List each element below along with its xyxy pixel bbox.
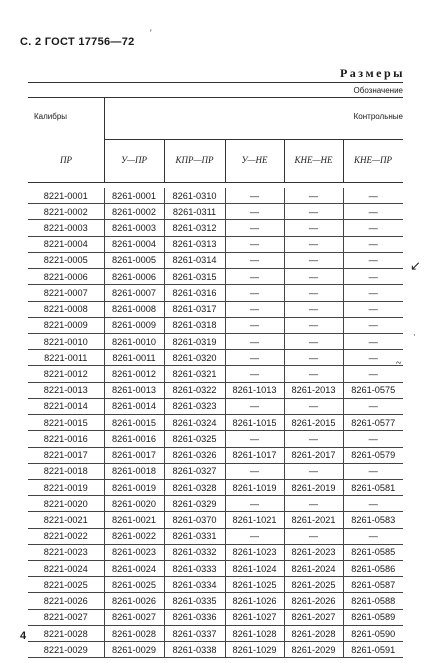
table-cell: — xyxy=(343,285,403,301)
table-cell: 8261-0579 xyxy=(343,447,403,463)
table-cell: 8261-0585 xyxy=(343,544,403,560)
table-cell: — xyxy=(343,366,403,382)
table-cell: — xyxy=(284,285,343,301)
table-cell: 8261-0322 xyxy=(164,382,225,398)
table-cell: — xyxy=(225,528,284,544)
table-cell: — xyxy=(343,398,403,414)
table-cell: 8261-0328 xyxy=(164,479,225,495)
table-row xyxy=(28,366,403,382)
table-cell: 8261-0029 xyxy=(104,642,164,658)
table-cell: 8261-0334 xyxy=(164,577,225,593)
table-cell: 8261-0014 xyxy=(104,398,164,414)
table-cell: 8221-0003 xyxy=(28,220,104,236)
table-cell: 8261-0588 xyxy=(343,593,403,609)
table-row xyxy=(28,269,403,285)
table-row xyxy=(28,463,403,479)
table-cell: 8261-1021 xyxy=(225,512,284,528)
table-cell: 8221-0011 xyxy=(28,350,104,366)
page-number: 4 xyxy=(20,630,27,642)
table-row xyxy=(28,431,403,447)
table-cell: 8221-0022 xyxy=(28,528,104,544)
margin-mark: ~ xyxy=(396,358,402,369)
table-cell: 8221-0025 xyxy=(28,577,104,593)
table-cell: — xyxy=(284,269,343,285)
table-cell: 8261-0006 xyxy=(104,269,164,285)
table-row xyxy=(28,188,403,204)
table-cell: 8261-0321 xyxy=(164,366,225,382)
table-row xyxy=(28,561,403,577)
table-row xyxy=(28,252,403,268)
table-cell: 8261-1017 xyxy=(225,447,284,463)
table-cell: 8261-1019 xyxy=(225,479,284,495)
page-header: С. 2 ГОСТ 17756—72 xyxy=(20,36,135,48)
table-cell: — xyxy=(343,188,403,204)
table-cell: 8261-0026 xyxy=(104,593,164,609)
table-row xyxy=(28,512,403,528)
table-cell: — xyxy=(284,301,343,317)
table-cell: — xyxy=(225,431,284,447)
subheader-rule xyxy=(104,139,403,140)
table-row xyxy=(28,398,403,414)
table-cell: 8261-0020 xyxy=(104,496,164,512)
table-cell: 8221-0017 xyxy=(28,447,104,463)
table-cell: 8261-2015 xyxy=(284,415,343,431)
table-cell: 8261-0323 xyxy=(164,398,225,414)
table-cell: 8261-0011 xyxy=(104,350,164,366)
table-cell: 8221-0026 xyxy=(28,593,104,609)
table-cell: 8221-0005 xyxy=(28,252,104,268)
table-cell: 8261-0024 xyxy=(104,561,164,577)
table-cell: 8261-0324 xyxy=(164,415,225,431)
table-cell: 8261-1028 xyxy=(225,625,284,641)
table-cell: 8261-1024 xyxy=(225,561,284,577)
table-cell: 8261-0331 xyxy=(164,528,225,544)
table-cell: 8261-0577 xyxy=(343,415,403,431)
table-cell: — xyxy=(343,301,403,317)
table-cell: 8221-0015 xyxy=(28,415,104,431)
table-cell: 8261-2021 xyxy=(284,512,343,528)
table-row xyxy=(28,220,403,236)
table-cell: 8261-0320 xyxy=(164,350,225,366)
table-cell: 8261-0008 xyxy=(104,301,164,317)
table-cell: 8261-0333 xyxy=(164,561,225,577)
table-cell: 8261-2027 xyxy=(284,609,343,625)
table-cell: — xyxy=(284,236,343,252)
table-cell: 8261-0002 xyxy=(104,204,164,220)
table-cell: — xyxy=(225,333,284,349)
column-header-kne-ne: КНЕ—НЕ xyxy=(294,155,333,165)
table-row xyxy=(28,609,403,625)
table-cell: — xyxy=(284,366,343,382)
table-cell: — xyxy=(225,236,284,252)
table-cell: 8261-1023 xyxy=(225,544,284,560)
table-top-rule xyxy=(28,82,403,83)
table-cell: 8221-0019 xyxy=(28,479,104,495)
margin-mark: ' xyxy=(150,28,152,38)
table-cell: 8261-1015 xyxy=(225,415,284,431)
table-cell: 8261-0023 xyxy=(104,544,164,560)
table-cell: 8261-0317 xyxy=(164,301,225,317)
table-cell: 8261-2026 xyxy=(284,593,343,609)
table-cell: 8221-0029 xyxy=(28,642,104,658)
table-cell: 8261-0009 xyxy=(104,317,164,333)
table-cell: 8221-0008 xyxy=(28,301,104,317)
table-cell: 8261-0312 xyxy=(164,220,225,236)
table-cell: 8221-0024 xyxy=(28,561,104,577)
table-cell: 8261-0018 xyxy=(104,463,164,479)
table-cell: 8261-2029 xyxy=(284,642,343,658)
table-cell: — xyxy=(343,252,403,268)
table-cell: 8261-2023 xyxy=(284,544,343,560)
table-cell: 8221-0006 xyxy=(28,269,104,285)
table-cell: — xyxy=(343,317,403,333)
table-cell: — xyxy=(284,528,343,544)
designation-rule xyxy=(28,97,403,98)
table-cell: 8261-0338 xyxy=(164,642,225,658)
table-cell: 8261-0315 xyxy=(164,269,225,285)
table-cell: — xyxy=(343,463,403,479)
table-cell: 8261-1029 xyxy=(225,642,284,658)
table-cell: 8261-0575 xyxy=(343,382,403,398)
designation-label: Обозначение xyxy=(353,86,403,95)
table-cell: — xyxy=(284,252,343,268)
table-cell: — xyxy=(225,204,284,220)
table-cell: 8261-0005 xyxy=(104,252,164,268)
table-row xyxy=(28,528,403,544)
table-cell: 8221-0020 xyxy=(28,496,104,512)
table-cell: 8221-0027 xyxy=(28,609,104,625)
table-cell: 8261-0316 xyxy=(164,285,225,301)
table-cell: 8261-1027 xyxy=(225,609,284,625)
table-cell: 8261-0326 xyxy=(164,447,225,463)
table-cell: 8261-2017 xyxy=(284,447,343,463)
table-cell: 8221-0001 xyxy=(28,188,104,204)
table-cell: 8221-0009 xyxy=(28,317,104,333)
table-cell: 8221-0021 xyxy=(28,512,104,528)
table-cell: 8221-0028 xyxy=(28,625,104,641)
table-cell: 8261-0001 xyxy=(104,188,164,204)
table-cell: 8261-0336 xyxy=(164,609,225,625)
table-cell: — xyxy=(225,269,284,285)
table-row xyxy=(28,642,403,658)
table-cell: 8261-0589 xyxy=(343,609,403,625)
table-cell: — xyxy=(284,350,343,366)
table-cell: 8221-0016 xyxy=(28,431,104,447)
control-label: Контрольные xyxy=(353,112,403,121)
table-cell: — xyxy=(284,398,343,414)
designation-table xyxy=(28,188,403,658)
column-header-pr: ПР xyxy=(60,155,72,165)
table-cell: 8261-0313 xyxy=(164,236,225,252)
header-bottom-rule xyxy=(28,182,403,183)
table-row xyxy=(28,593,403,609)
table-cell: 8261-0332 xyxy=(164,544,225,560)
table-cell: 8261-0325 xyxy=(164,431,225,447)
table-row xyxy=(28,317,403,333)
table-cell: — xyxy=(284,463,343,479)
table-cell: 8261-0581 xyxy=(343,479,403,495)
table-cell: 8221-0013 xyxy=(28,382,104,398)
table-cell: 8261-1025 xyxy=(225,577,284,593)
table-cell: 8261-0335 xyxy=(164,593,225,609)
table-cell: — xyxy=(343,204,403,220)
table-cell: — xyxy=(343,236,403,252)
table-cell: — xyxy=(284,496,343,512)
table-cell: 8261-0007 xyxy=(104,285,164,301)
table-cell: 8261-0591 xyxy=(343,642,403,658)
table-cell: — xyxy=(225,463,284,479)
table-cell: 8221-0018 xyxy=(28,463,104,479)
table-row xyxy=(28,350,403,366)
table-cell: — xyxy=(225,398,284,414)
table-row xyxy=(28,625,403,641)
table-cell: — xyxy=(225,188,284,204)
table-cell: — xyxy=(225,366,284,382)
table-cell: — xyxy=(284,220,343,236)
column-header-u-ne: У—НЕ xyxy=(241,155,268,165)
table-cell: 8261-0010 xyxy=(104,333,164,349)
table-cell: 8261-0314 xyxy=(164,252,225,268)
table-row xyxy=(28,415,403,431)
table-cell: — xyxy=(284,188,343,204)
table-cell: 8221-0004 xyxy=(28,236,104,252)
table-cell: 8261-0013 xyxy=(104,382,164,398)
table-cell: 8261-0017 xyxy=(104,447,164,463)
table-cell: 8261-0022 xyxy=(104,528,164,544)
table-cell: — xyxy=(225,317,284,333)
table-cell: 8261-0311 xyxy=(164,204,225,220)
table-cell: — xyxy=(284,431,343,447)
table-cell: 8261-0319 xyxy=(164,333,225,349)
table-cell: 8261-0318 xyxy=(164,317,225,333)
table-cell: — xyxy=(225,301,284,317)
table-cell: 8261-0329 xyxy=(164,496,225,512)
table-cell: — xyxy=(343,269,403,285)
table-cell: — xyxy=(225,350,284,366)
table-cell: 8221-0010 xyxy=(28,333,104,349)
table-row xyxy=(28,382,403,398)
table-cell: 8261-0583 xyxy=(343,512,403,528)
column-header-u-pr: У—ПР xyxy=(120,155,148,165)
table-cell: — xyxy=(225,252,284,268)
table-cell: 8261-1013 xyxy=(225,382,284,398)
table-cell: 8261-0027 xyxy=(104,609,164,625)
table-cell: 8261-0012 xyxy=(104,366,164,382)
table-cell: — xyxy=(343,431,403,447)
margin-mark: · xyxy=(413,330,416,340)
table-cell: 8221-0023 xyxy=(28,544,104,560)
table-cell: — xyxy=(284,333,343,349)
table-cell: — xyxy=(343,350,403,366)
table-cell: 8261-0015 xyxy=(104,415,164,431)
table-cell: 8261-0028 xyxy=(104,625,164,641)
table-cell: — xyxy=(284,204,343,220)
table-cell: 8261-2019 xyxy=(284,479,343,495)
table-cell: 8261-2013 xyxy=(284,382,343,398)
gauges-label: Калибры xyxy=(34,112,68,121)
table-cell: 8221-0002 xyxy=(28,204,104,220)
table-cell: 8261-0021 xyxy=(104,512,164,528)
table-cell: 8261-0016 xyxy=(104,431,164,447)
table-cell: 8261-0337 xyxy=(164,625,225,641)
table-cell: — xyxy=(343,333,403,349)
table-cell: — xyxy=(343,528,403,544)
column-header-kne-pr: КНЕ—ПР xyxy=(354,155,392,165)
table-row xyxy=(28,301,403,317)
table-cell: 8261-0327 xyxy=(164,463,225,479)
table-cell: — xyxy=(343,496,403,512)
margin-mark: ↙ xyxy=(410,258,421,273)
table-row xyxy=(28,333,403,349)
table-row xyxy=(28,496,403,512)
table-cell: — xyxy=(225,285,284,301)
table-cell: 8221-0014 xyxy=(28,398,104,414)
table-cell: 8261-0587 xyxy=(343,577,403,593)
table-row xyxy=(28,285,403,301)
table-cell: 8261-0003 xyxy=(104,220,164,236)
table-cell: 8261-0019 xyxy=(104,479,164,495)
table-cell: 8221-0007 xyxy=(28,285,104,301)
table-cell: 8221-0012 xyxy=(28,366,104,382)
table-row xyxy=(28,447,403,463)
table-row xyxy=(28,236,403,252)
table-cell: 8261-1026 xyxy=(225,593,284,609)
table-cell: 8261-0004 xyxy=(104,236,164,252)
table-cell: — xyxy=(225,220,284,236)
table-cell: — xyxy=(343,220,403,236)
table-cell: 8261-0590 xyxy=(343,625,403,641)
table-cell: 8261-0310 xyxy=(164,188,225,204)
table-cell: 8261-2025 xyxy=(284,577,343,593)
table-row xyxy=(28,544,403,560)
table-cell: — xyxy=(225,496,284,512)
table-cell: 8261-0370 xyxy=(164,512,225,528)
table-row xyxy=(28,479,403,495)
table-cell: 8261-2024 xyxy=(284,561,343,577)
table-row xyxy=(28,204,403,220)
table-row xyxy=(28,577,403,593)
table-cell: — xyxy=(284,317,343,333)
table-cell: 8261-0025 xyxy=(104,577,164,593)
table-cell: 8261-2028 xyxy=(284,625,343,641)
section-title: Размеры xyxy=(339,66,405,80)
column-header-kpr-pr: КПР—ПР xyxy=(175,155,214,165)
table-cell: 8261-0586 xyxy=(343,561,403,577)
